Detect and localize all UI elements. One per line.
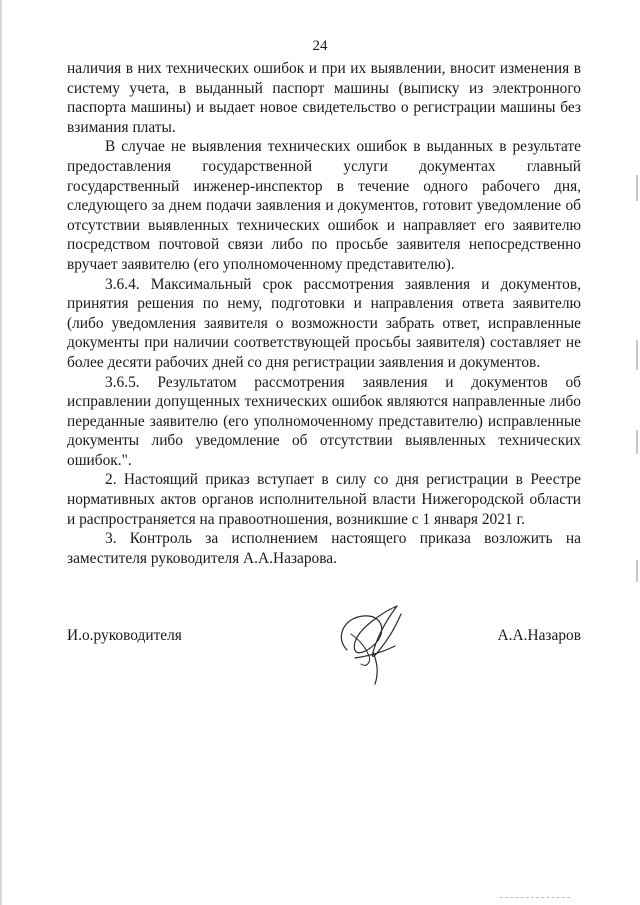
paragraph-3-6-5: 3.6.5. Результатом рассмотрения заявления и документов об исправлении допущенных технических ошибок являются направленные либо переданные заявителю (его уполномоченному представителю) исправленные документы либо уведомление об отсутствии выявленных технических ошибок.". xyxy=(67,373,581,469)
paragraph-no-errors: В случае не выявления технических ошибок в выданных в результате предоставления государственной услуги документах главный государственный инженер-инспектор в течение одного рабочего дня, следующего за днем подачи заявления и документов, готовит уведомление об отсутствии выявленных технических ошибок и направляет его заявителю посредством почтовой связи либо по просьбе заявителя непосредственно вручает заявителю (его уполномоченному представителю). xyxy=(67,138,581,273)
paragraph-3-6-4: 3.6.4. Максимальный срок рассмотрения заявления и документов, принятия решения по нему, подготовки и направления ответа заявителю (либо уведомления заявителя о возможности забрать ответ, исправленные документы при наличии соответствующей просьбы заявителя) составляет не более десяти рабочих дней со дня регистрации заявления и документов. xyxy=(67,275,581,371)
scan-left-edge xyxy=(0,0,2,905)
document-body xyxy=(67,59,581,568)
signatory-position: И.о.руководителя xyxy=(67,627,182,644)
signatory-name: А.А.Назаров xyxy=(497,627,581,644)
scan-edge-mark xyxy=(636,560,638,582)
scan-edge-mark xyxy=(636,340,638,370)
page-number: 24 xyxy=(312,38,328,54)
signature-block xyxy=(67,620,581,690)
paragraph-2-effective: 2. Настоящий приказ вступает в силу со дня регистрации в Реестре нормативных актов органов исполнительной власти Нижегородской области и распространяется на правоотношения, возникшие с 1 января 2021 г. xyxy=(67,471,581,528)
scan-bottom-mark xyxy=(500,897,570,898)
scan-edge-mark xyxy=(636,430,638,454)
scan-edge-mark xyxy=(636,175,638,201)
paragraph-continuation: наличия в них технических ошибок и при их выявлении, вносит изменения в систему учета, в выданный паспорт машины (выписку из электронного паспорта машины) и выдает новое свидетельство о регистрации машины без взимания платы. xyxy=(67,60,581,136)
paragraph-3-control: 3. Контроль за исполнением настоящего приказа возложить на заместителя руководителя А.А.Назарова. xyxy=(67,530,581,567)
handwritten-signature xyxy=(325,598,415,693)
